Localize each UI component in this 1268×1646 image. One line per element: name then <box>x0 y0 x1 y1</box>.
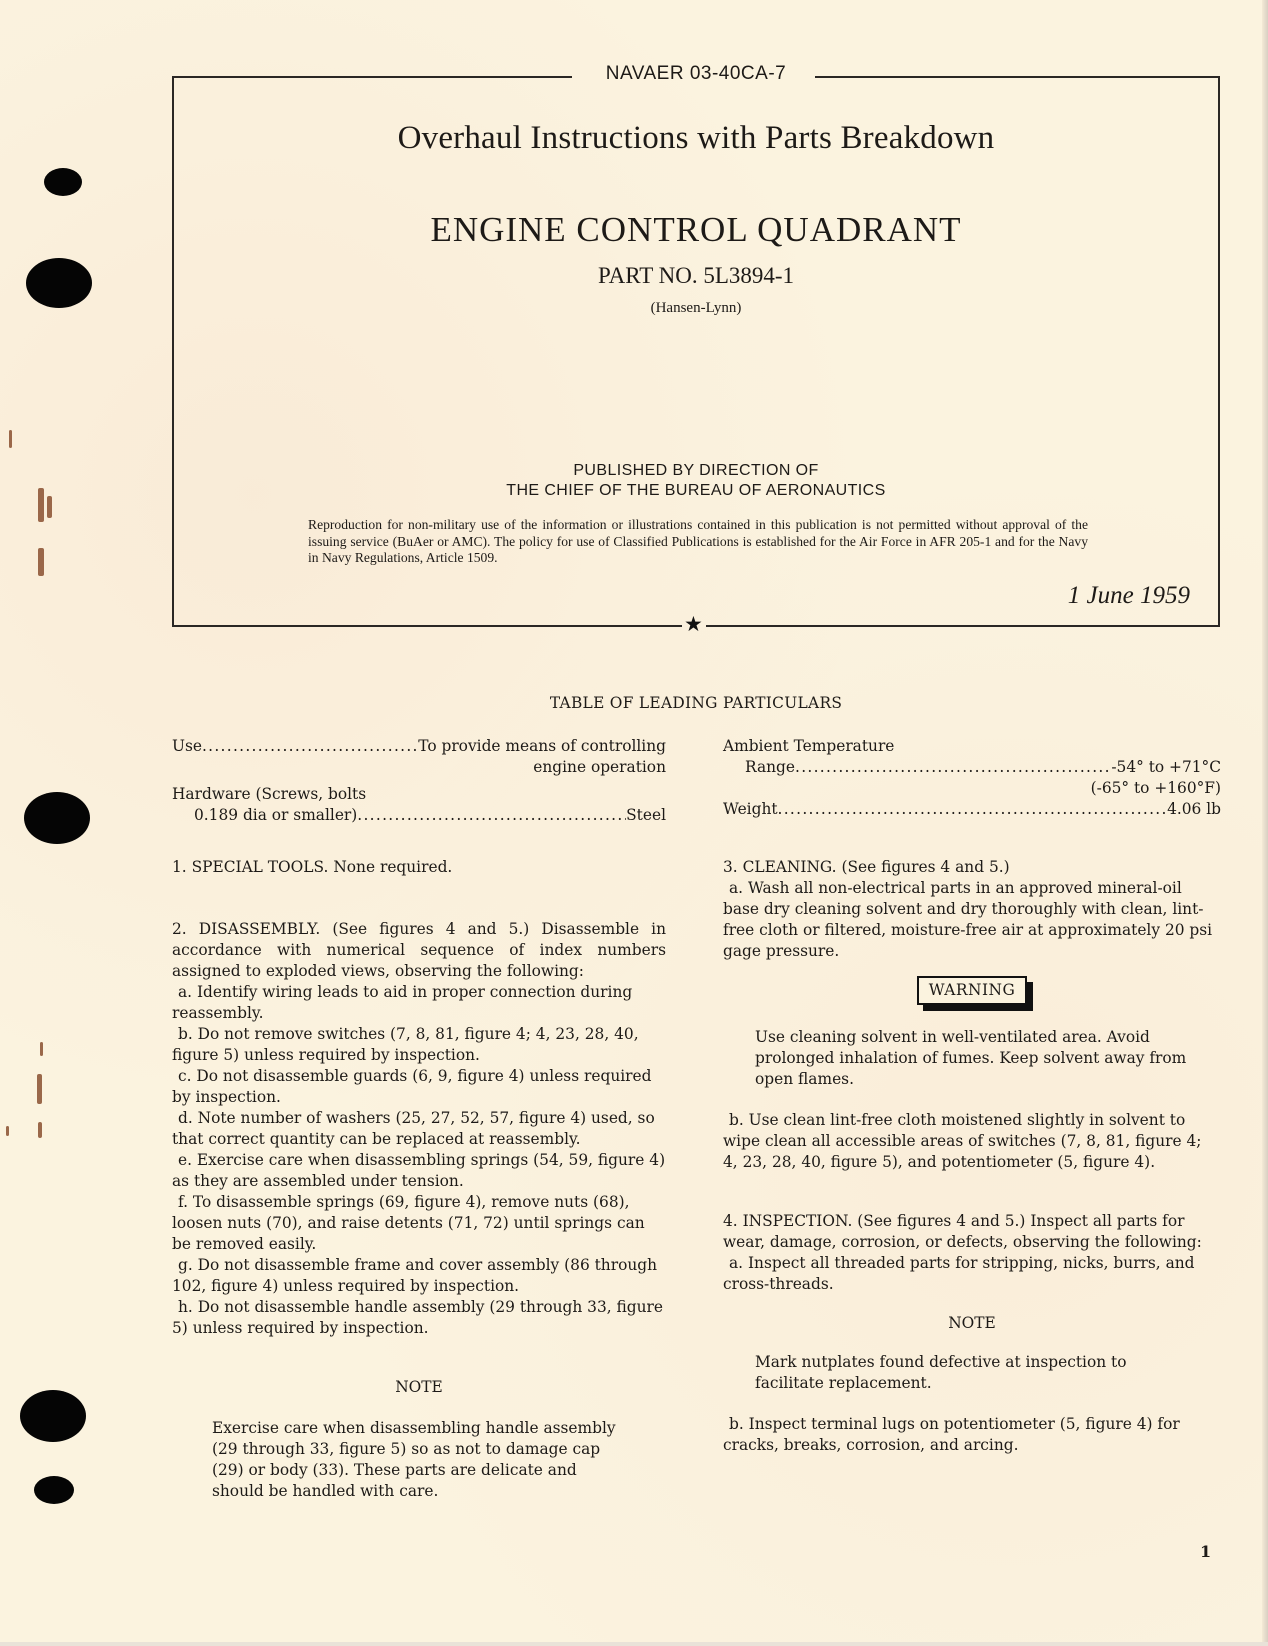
punch-hole-5 <box>34 1476 74 1504</box>
special-tools-text: None required. <box>333 858 453 876</box>
disassembly-item-f: f. To disassemble springs (69, figure 4), remove nuts (68), loosen nuts (70), and raise detents (71, 72) until springs can be removed easily. <box>172 1193 645 1253</box>
right-column <box>723 857 1221 1456</box>
stain-mark <box>37 1074 42 1104</box>
disassembly-item-b: b. Do not remove switches (7, 8, 81, figure 4; 4, 23, 28, 40, figure 5) unless required by inspection. <box>172 1025 639 1064</box>
warning-label: WARNING <box>917 976 1028 1005</box>
use-label: Use <box>172 737 202 755</box>
punch-hole-1 <box>44 168 82 196</box>
cleaning-item-a: a. Wash all non-electrical parts in an approved mineral-oil base dry cleaning solvent and dry thoroughly with clean, lint-free cloth or filtered, moisture-free air at approximately 20 psi gage pressure. <box>723 879 1213 960</box>
page-bottom-edge <box>0 1642 1268 1646</box>
leader-dots <box>357 805 626 826</box>
disassembly-item-d: d. Note number of washers (25, 27, 52, 57, figure 4) used, so that correct quantity can be replaced at reassembly. <box>172 1109 655 1148</box>
inspection-intro: (See figures 4 and 5.) Inspect all parts for wear, damage, corrosion, or defects, observing the following: <box>723 1212 1202 1251</box>
warning-container <box>723 976 1221 1005</box>
cleaning-item-b: b. Use clean lint-free cloth moistened slightly in solvent to wipe clean all accessible areas of switches (7, 8, 81, figure 4; 4, 23, 28, 40, figure 5), and potentiometer (5, figure 4). <box>723 1111 1202 1171</box>
temp-label: Ambient Temperature <box>723 737 895 755</box>
disassembly-item-a: a. Identify wiring leads to aid in proper connection during reassembly. <box>172 983 633 1022</box>
cleaning-intro: (See figures 4 and 5.) <box>841 858 1010 876</box>
use-row <box>172 736 666 757</box>
hardware-row <box>172 805 666 826</box>
temp-value-c: -54° to +71°C <box>1111 758 1221 776</box>
weight-row <box>723 799 1221 820</box>
document-code: NAVAER 03-40CA-7 <box>605 63 787 84</box>
inspection-note-text: Mark nutplates found defective at inspection to facilitate replacement. <box>755 1353 1127 1392</box>
inspection-heading: 4. INSPECTION. <box>723 1212 853 1230</box>
disassembly-note-heading: NOTE <box>395 1378 443 1396</box>
disassembly-item-h: h. Do not disassemble handle assembly (29 through 33, figure 5) unless required by inspection. <box>172 1298 664 1337</box>
disassembly-item-e: e. Exercise care when disassembling springs (54, 59, figure 4) as they are assembled under tension. <box>172 1151 666 1190</box>
stain-mark <box>40 1042 43 1056</box>
inspection-note-heading: NOTE <box>948 1314 996 1332</box>
frame-border <box>1218 76 1220 627</box>
hardware-value: Steel <box>626 806 666 824</box>
stain-mark <box>47 496 52 518</box>
frame-border <box>172 76 572 78</box>
stain-mark <box>38 488 44 522</box>
published-by-line2: THE CHIEF OF THE BUREAU OF AERONAUTICS <box>506 482 886 499</box>
frame-border <box>706 625 1220 627</box>
stain-mark <box>38 548 44 576</box>
leader-dots <box>202 736 418 757</box>
inspection-section <box>723 1211 1221 1253</box>
disassembly-heading: 2. DISASSEMBLY. <box>172 920 321 938</box>
stain-mark <box>6 1126 9 1136</box>
stain-mark <box>9 430 12 448</box>
leading-particulars-right <box>723 736 1221 820</box>
part-number: PART NO. 5L3894-1 <box>597 263 795 288</box>
stain-mark <box>38 1122 42 1138</box>
special-tools-heading: 1. SPECIAL TOOLS. <box>172 858 329 876</box>
leading-particulars-title: TABLE OF LEADING PARTICULARS <box>549 694 843 712</box>
document-title: Overhaul Instructions with Parts Breakdown <box>397 120 995 156</box>
punch-hole-3 <box>24 792 90 844</box>
special-tools-section <box>172 857 666 878</box>
reproduction-notice: Reproduction for non-military use of the information or illustrations contained in this publication is not permitted without approval of the issuing service (BuAer or AMC). The policy for use of Classified Publications is established for the Air Force in AFR 205-1 and for the Navy in Navy Regulations, Article 1509. <box>308 517 1088 566</box>
inspection-item-b: b. Inspect terminal lugs on potentiometer (5, figure 4) for cracks, breaks, corrosion, and arcing. <box>723 1415 1180 1454</box>
frame-border <box>172 625 682 627</box>
cleaning-section <box>723 857 1221 878</box>
disassembly-intro: (See figures 4 and 5.) Disassemble in accordance with numerical sequence of index numbers assigned to exploded views, observing the following: <box>172 920 667 980</box>
punch-hole-4 <box>20 1390 86 1442</box>
page-edge-shadow <box>1262 0 1268 1646</box>
use-value-cont: engine operation <box>533 758 666 776</box>
frame-border <box>815 76 1220 78</box>
hardware-label-cont: 0.189 dia or smaller) <box>194 806 358 824</box>
temp-value-f: (-65° to +160°F) <box>1090 779 1221 797</box>
cleaning-heading: 3. CLEANING. <box>723 858 837 876</box>
disassembly-item-g: g. Do not disassemble frame and cover assembly (86 through 102, figure 4) unless required by inspection. <box>172 1256 658 1295</box>
weight-label: Weight <box>723 800 778 818</box>
leader-dots <box>795 757 1111 778</box>
inspection-item-a: a. Inspect all threaded parts for stripping, nicks, burrs, and cross-threads. <box>723 1254 1195 1293</box>
weight-value: 4.06 lb <box>1167 800 1221 818</box>
punch-hole-2 <box>26 258 92 308</box>
frame-border <box>172 76 174 627</box>
publication-date: 1 June 1959 <box>1067 582 1190 609</box>
item-title: ENGINE CONTROL QUADRANT <box>430 210 962 249</box>
disassembly-section <box>172 919 666 982</box>
disassembly-item-c: c. Do not disassemble guards (6, 9, figure 4) unless required by inspection. <box>172 1067 652 1106</box>
manufacturer: (Hansen-Lynn) <box>650 300 742 316</box>
warning-text: Use cleaning solvent in well-ventilated area. Avoid prolonged inhalation of fumes. Keep solvent away from open flames. <box>755 1028 1187 1088</box>
leading-particulars-left <box>172 736 666 826</box>
temp-label-cont: Range <box>745 758 795 776</box>
published-by-line1: PUBLISHED BY DIRECTION OF <box>573 462 819 479</box>
page-number: 1 <box>1200 1542 1212 1561</box>
disassembly-note-text: Exercise care when disassembling handle assembly (29 through 33, figure 5) so as not to damage cap (29) or body (33). These parts are delicate and should be handled with care. <box>212 1419 616 1500</box>
left-column <box>172 857 666 1502</box>
use-value: To provide means of controlling <box>418 737 666 755</box>
temp-row <box>723 757 1221 778</box>
hardware-label: Hardware (Screws, bolts <box>172 785 367 803</box>
star-icon: ★ <box>684 612 703 636</box>
leader-dots <box>778 799 1168 820</box>
